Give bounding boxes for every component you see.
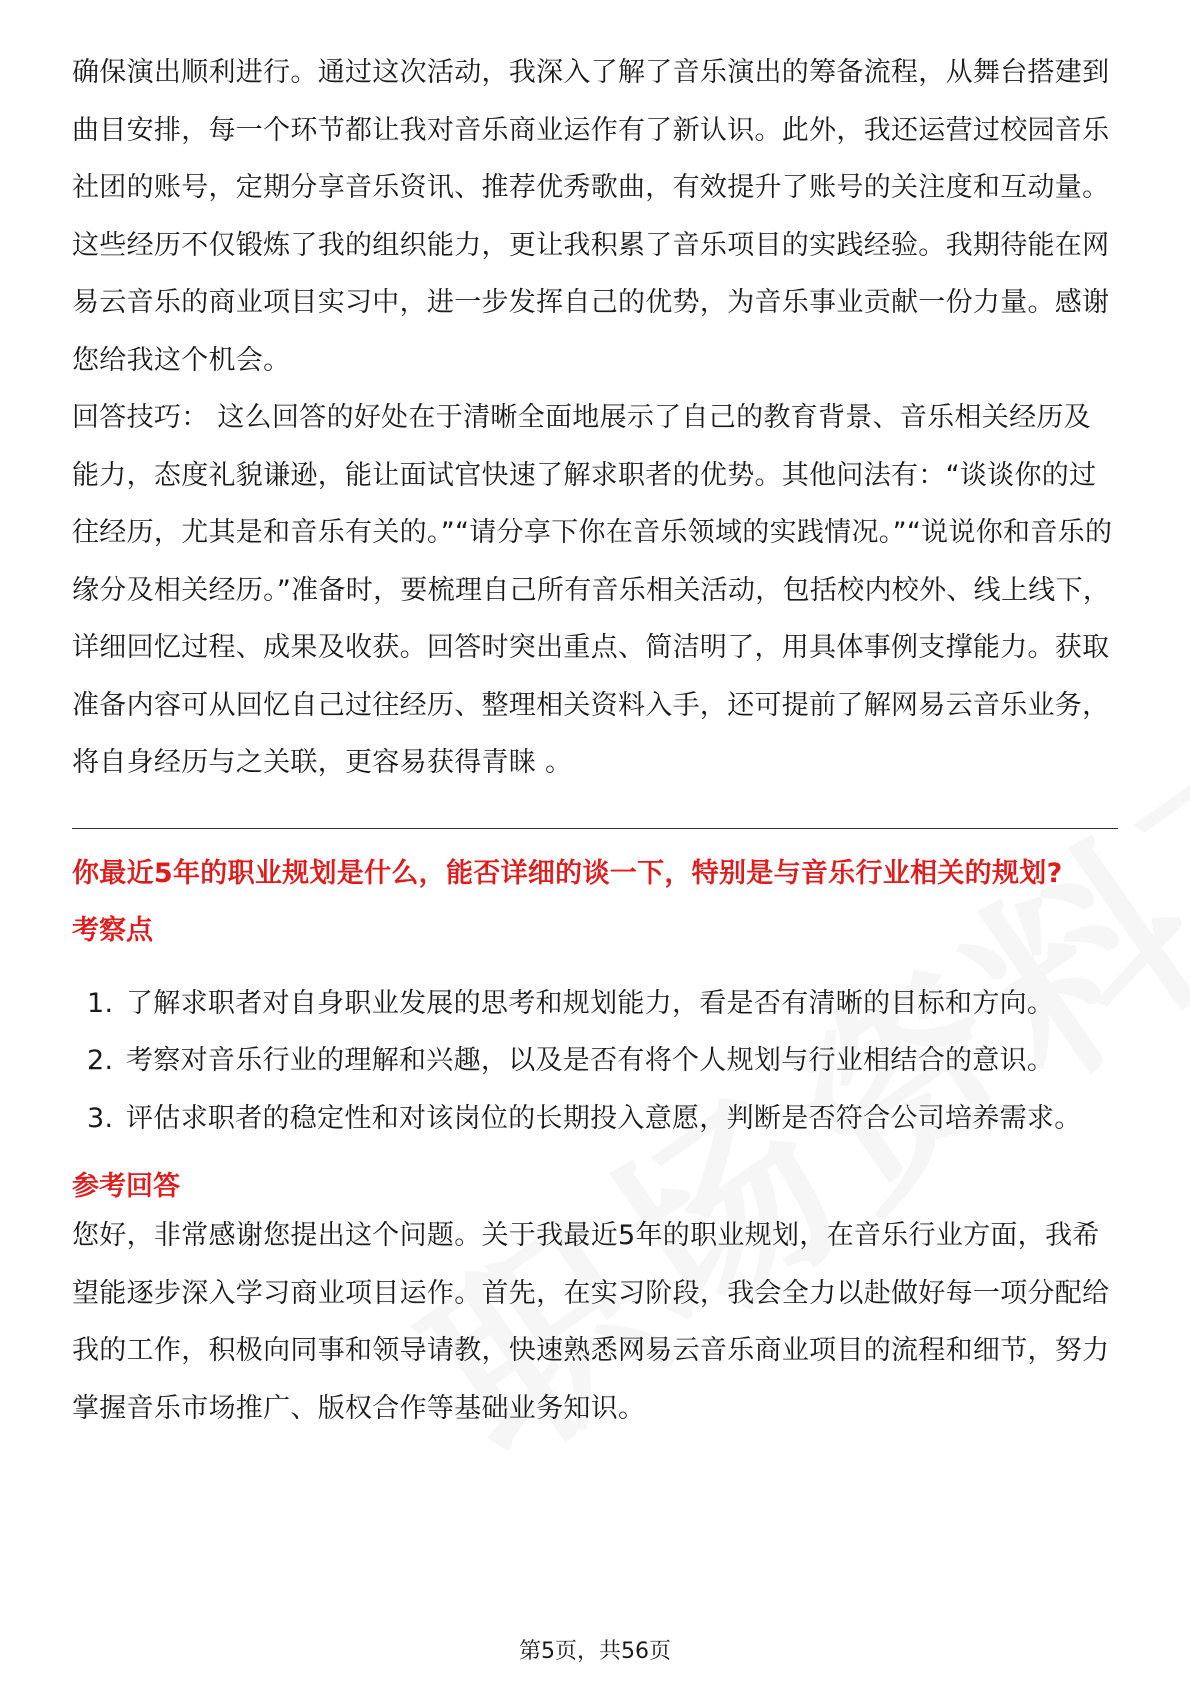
list-item-text: 了解求职者对自身职业发展的思考和规划能力，看是否有清晰的目标和方向。 xyxy=(126,987,1055,1019)
list-item xyxy=(72,1032,1118,1090)
list-item-text: 评估求职者的稳定性和对该岗位的长期投入意愿，判断是否符合公司培养需求。 xyxy=(126,1102,1082,1134)
reference-answer-heading: 参考回答 xyxy=(72,1171,180,1202)
continued-answer-paragraph: 确保演出顺利进行。通过这次活动，我深入了解了音乐演出的筹备流程，从舞台搭建到曲目安排，每一个环节都让我对音乐商业运作有了新认识。此外，我还运营过校园音乐社团的账号，定期分享音乐资讯、推荐优秀歌曲，有效提升了账号的关注度和互动量。这些经历不仅锻炼了我的组织能力，更让我积累了音乐项目的实践经验。我期待能在网易云音乐的商业项目实习中，进一步发挥自己的优势，为音乐事业贡献一份力量。感谢您给我这个机会。 xyxy=(72,57,1110,376)
section-divider xyxy=(72,828,1118,829)
question-title: 你最近5年的职业规划是什么，能否详细的谈一下，特别是与音乐行业相关的规划? xyxy=(72,857,1063,889)
list-item-text: 考察对音乐行业的理解和兴趣，以及是否有将个人规划与行业相结合的意识。 xyxy=(126,1045,1055,1076)
list-item-number: 1. xyxy=(87,987,114,1019)
reference-answer-paragraph: 您好，非常感谢您提出这个问题。关于我最近5年的职业规划，在音乐行业方面，我希望能逐步深入学习商业项目运作。首先，在实习阶段，我会全力以赴做好每一项分配给我的工作，积极向同事和领导请教，快速熟悉网易云音乐商业项目的流程和细节，努力掌握音乐市场推广、版权合作等基础业务知识。 xyxy=(72,1220,1110,1424)
examine-points-heading: 考察点 xyxy=(72,914,153,946)
answer-tip-paragraph: 回答技巧： 这么回答的好处在于清晰全面地展示了自己的教育背景、音乐相关经历及能力，态度礼貌谦逊，能让面试官快速了解求职者的优势。其他问法有：“谈谈你的过往经历，尤其是和音乐有关的。”“请分享下你在音乐领域的实践情况。”“说说你和音乐的缘分及相关经历。”准备时，要梳理自己所有音乐相关活动，包括校内校外、线上线下，详细回忆过程、成果及收获。回答时突出重点、简洁明了，用具体事例支撑能力。获取准备内容可从回忆自己过往经历、整理相关资料入手，还可提前了解网易云音乐业务，将自身经历与之关联，更容易获得青睐 。 xyxy=(72,402,1113,778)
document-content xyxy=(72,44,1118,1437)
list-item xyxy=(72,1090,1118,1148)
page-number: 第5页，共56页 xyxy=(519,1639,671,1664)
examine-points-list xyxy=(72,975,1118,1148)
list-item xyxy=(72,975,1118,1033)
list-item-number: 2. xyxy=(87,1045,114,1076)
list-item-number: 3. xyxy=(87,1102,114,1134)
